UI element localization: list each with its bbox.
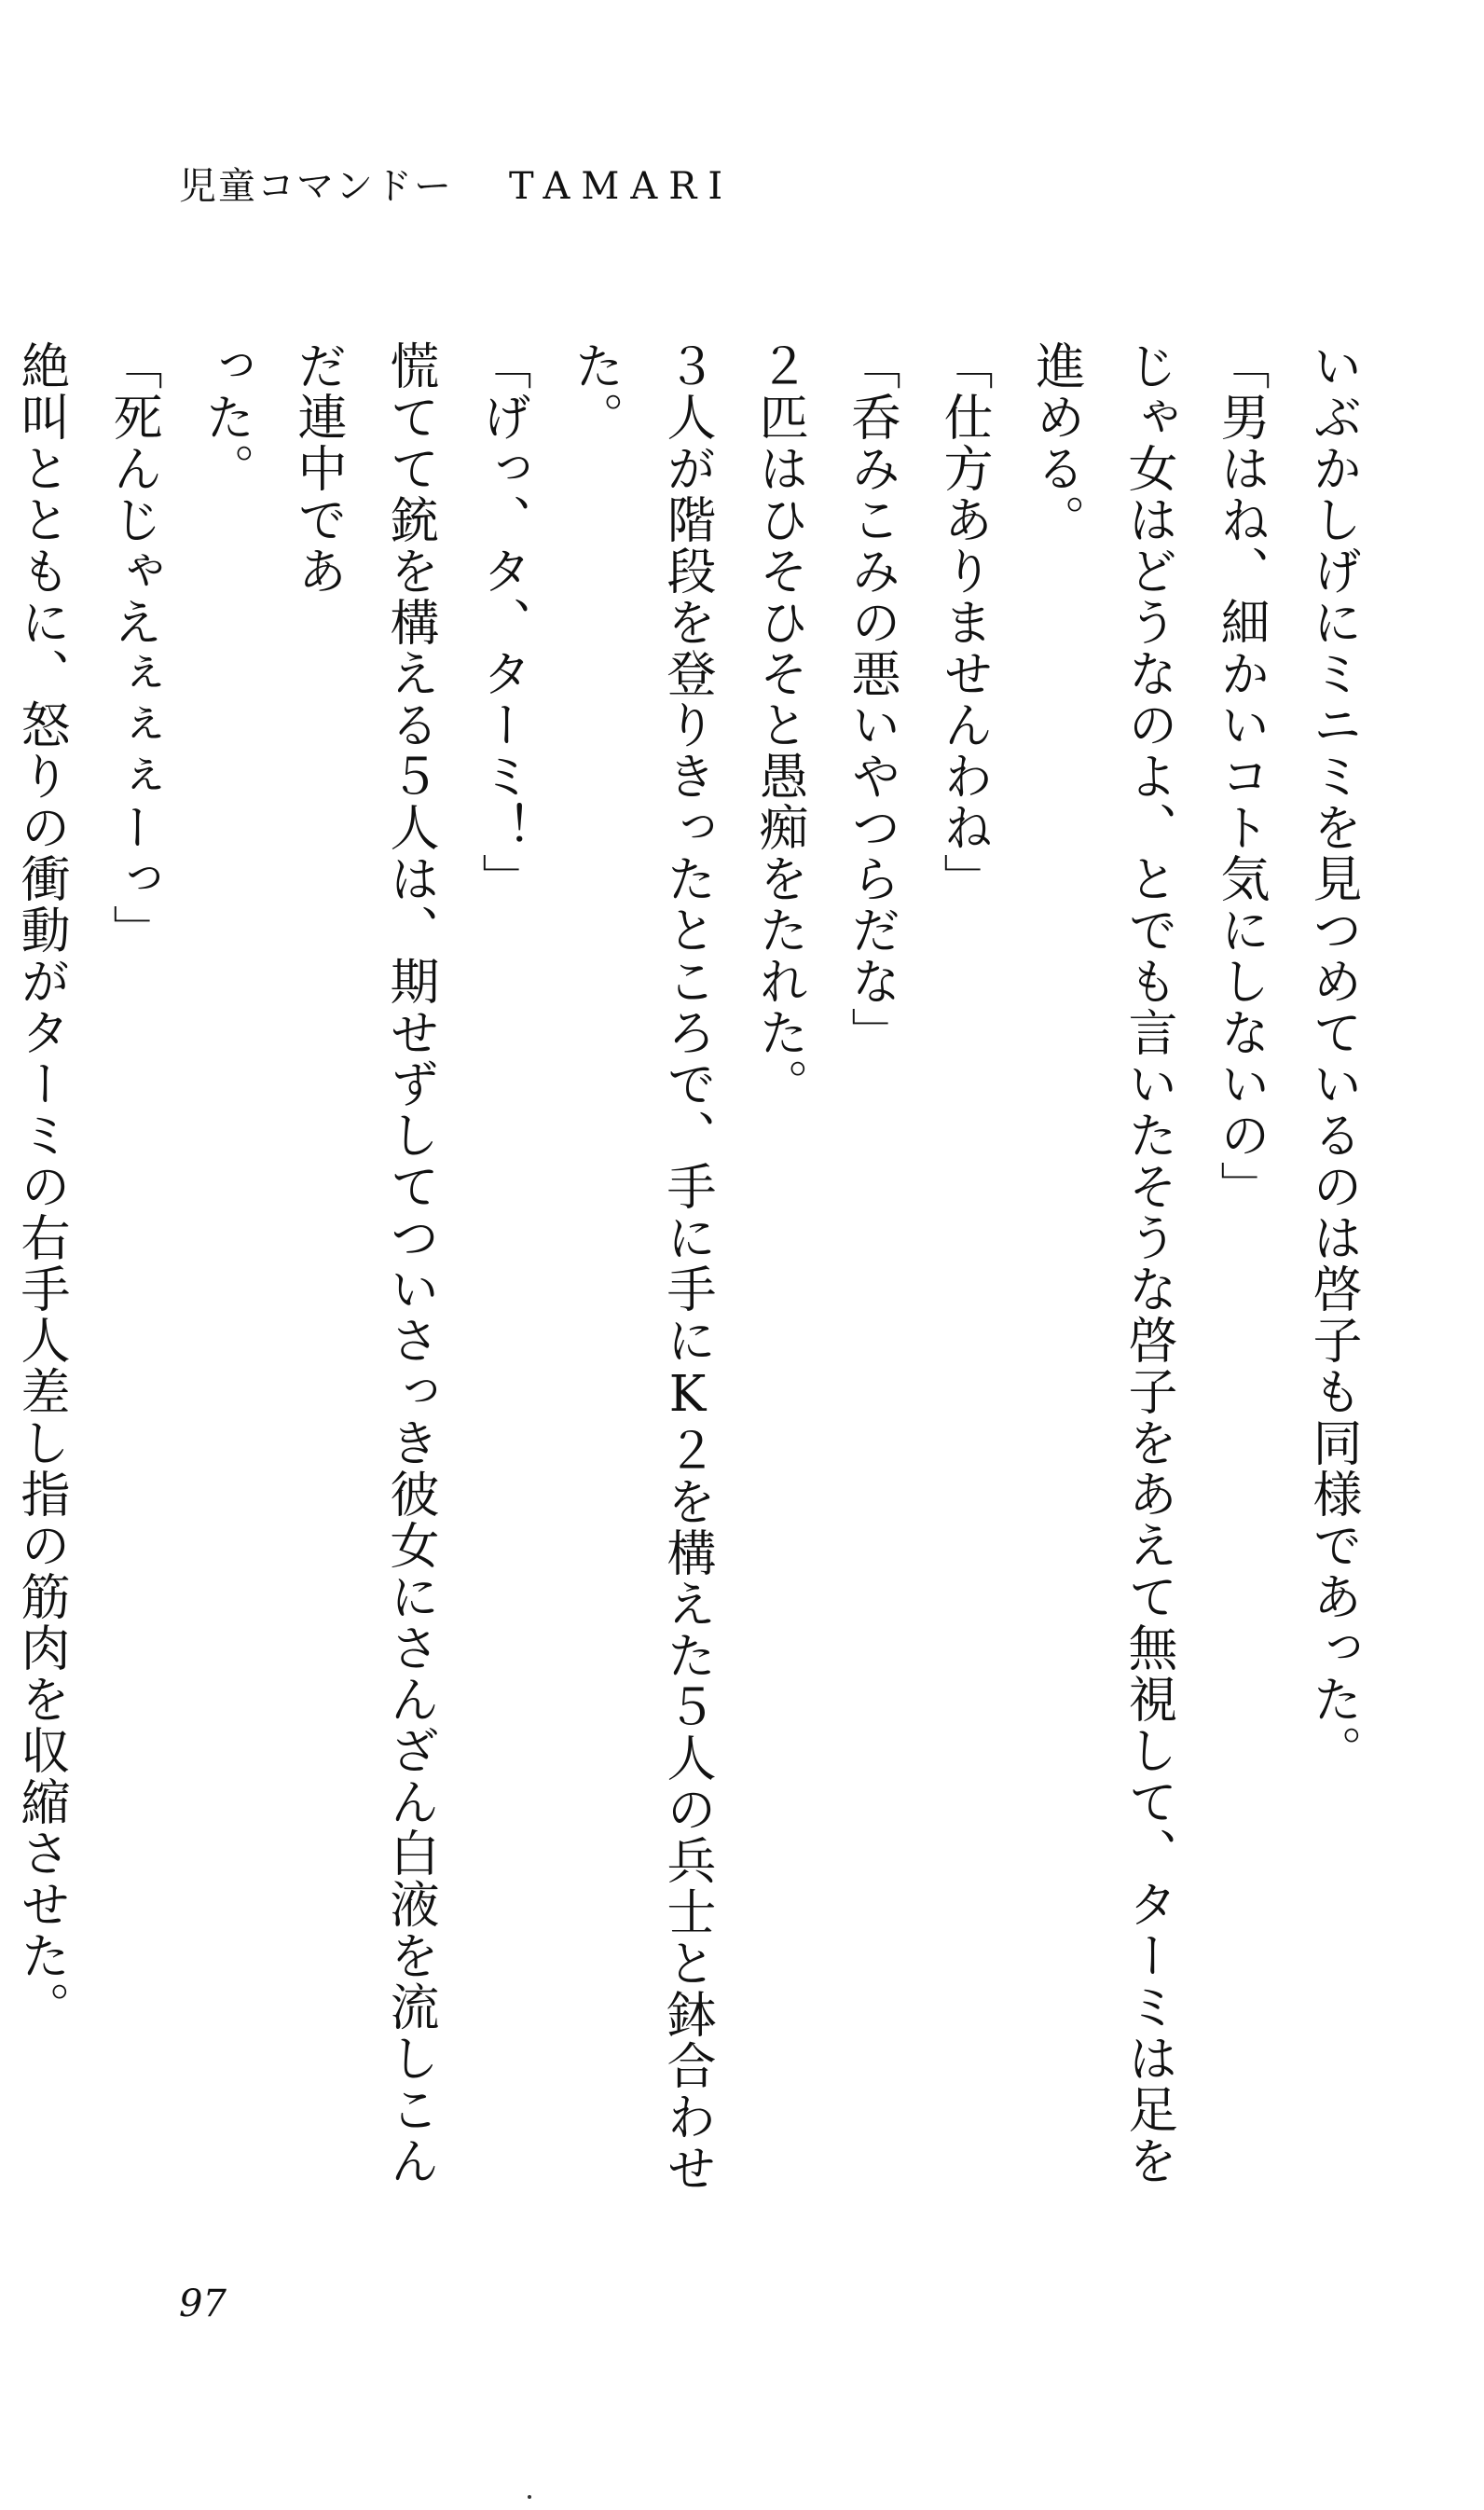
- text-line: 「呑みこみの悪いやつらだな」: [844, 340, 900, 1058]
- text-line: 慌てて銃を構える５人は、期せずしてついさっき彼女にさんざん白液を流しこんだ連中であ: [290, 340, 439, 2186]
- book-title: 児童コマンドー: [179, 165, 453, 208]
- text-line: いぶかしげにミニミを見つめているのは啓子も同様であった。: [1305, 340, 1362, 1776]
- page-number: 97: [179, 2282, 227, 2325]
- text-line: 「げっ、タ、ターミ！」: [474, 340, 531, 904]
- text-line: 「死んじゃえぇぇぇーっ」: [105, 340, 162, 956]
- text-line: ２匹はひそひそと愚痴をたれた。: [751, 340, 808, 1110]
- text-line: 絶叫とともに、怒りの衝動がターミの右手人差し指の筋肉を収縮させた。: [13, 340, 70, 2033]
- series-title: TAMARI: [509, 165, 735, 208]
- running-head: [179, 157, 734, 210]
- text-line: 「男はね、細かいコト気にしないの」: [1213, 340, 1270, 1212]
- text-line: ３人が階段を登りきったところで、手に手にK２を構えた５人の兵士と鉢合わせた。: [567, 340, 716, 2194]
- text-line: じゃ女はどうなのよ、とでも言いたそうな啓子をあえて無視して、ターミは足を進める。: [1028, 340, 1177, 2186]
- text-line: 「仕方ありませんわね」: [936, 340, 993, 904]
- scan-mark-dot: [528, 2495, 531, 2499]
- text-line: った。: [198, 340, 254, 494]
- vertical-body-text: [13, 340, 1380, 2205]
